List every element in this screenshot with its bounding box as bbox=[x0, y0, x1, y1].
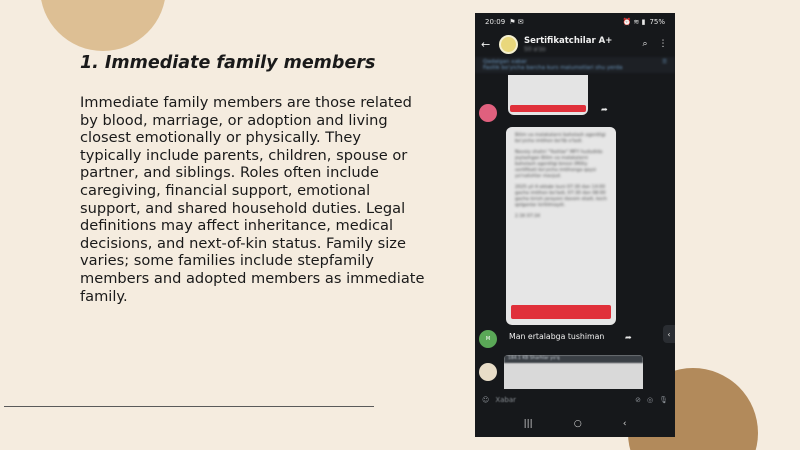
battery-level: 75% bbox=[649, 18, 665, 26]
sender-avatar[interactable] bbox=[479, 104, 497, 122]
message-bubble-next[interactable] bbox=[504, 355, 643, 389]
sender-avatar-beige[interactable] bbox=[479, 363, 497, 381]
slide-body-text: Immediate family members are those related by blood, marriage, or adoption and living closest emotionally or physically. They typically include parents, children, spouse or partner, and siblings. Roles often include caregiving, financial support, emotional support, and shared household duties. Legal definitions may affect inheritance, medical decisions, and next-of-kin status. Family size varies; some families include stepfamily members and adopted members as immediate family. bbox=[80, 94, 425, 305]
more-options-icon[interactable]: ⋮ bbox=[658, 39, 668, 49]
decorative-circle-top bbox=[40, 0, 166, 51]
message-line: Bilim va malakalarni baholash agentligi bo'yicha imtihon bo'lib o'tadi. bbox=[515, 133, 606, 144]
status-bar bbox=[475, 13, 675, 31]
file-meta: 184.1 KB Sharhlar yo'q bbox=[504, 355, 643, 363]
back-nav-icon[interactable]: ‹ bbox=[622, 419, 627, 429]
message-input[interactable]: Xabar bbox=[495, 396, 517, 404]
forward-icon[interactable]: ➦ bbox=[625, 333, 632, 342]
chat-title: Sertifikatchilar A+ bbox=[524, 35, 613, 46]
red-banner bbox=[510, 105, 586, 112]
pinned-message-bar[interactable] bbox=[475, 57, 675, 73]
message-line: Navoiy shahri "Yoshlar" MFY hududida joylashgan Bilim va malakalarni baholash agentligi binosi (Milliy sertifikat) bo'yicha imtihonga qaysi yo'nalishlar mavjud. bbox=[515, 150, 603, 179]
message-bubble-main[interactable] bbox=[506, 127, 616, 325]
pinned-list-icon[interactable]: ☰ bbox=[662, 59, 667, 65]
chat-subtitle: 50 a'zo bbox=[524, 45, 546, 53]
pinned-label: Qadalgan xabar bbox=[483, 59, 527, 65]
forward-icon[interactable]: ➦ bbox=[601, 105, 608, 114]
phone-screenshot bbox=[475, 13, 675, 437]
attach-icon[interactable]: ⊘ bbox=[635, 396, 641, 404]
emoji-icon[interactable]: ☺ bbox=[482, 396, 490, 404]
status-time: 20:09 bbox=[485, 18, 506, 26]
back-arrow-icon[interactable]: ← bbox=[481, 37, 491, 51]
message-bubble-previous[interactable] bbox=[508, 75, 588, 115]
android-nav-bar bbox=[475, 411, 675, 437]
recents-icon[interactable]: ||| bbox=[523, 419, 533, 429]
signal-icon: ⏰ ≋ ▮ bbox=[622, 18, 646, 26]
divider-line bbox=[4, 406, 374, 407]
search-icon[interactable]: ⌕ bbox=[642, 39, 648, 49]
sender-avatar-green[interactable]: M bbox=[479, 330, 497, 348]
notification-icon: ⚑ ✉ bbox=[509, 18, 524, 26]
pinned-preview: Fasllik bo'yicha barcha kurs malumotlari shu yerda bbox=[483, 65, 623, 71]
slide-title: 1. Immediate family members bbox=[80, 53, 376, 73]
group-avatar[interactable] bbox=[499, 35, 518, 54]
red-banner bbox=[511, 305, 611, 319]
message-caption: Man ertalabga tushiman bbox=[509, 332, 605, 341]
chat-title-block[interactable] bbox=[524, 36, 633, 53]
home-icon[interactable]: ○ bbox=[573, 419, 582, 429]
microphone-icon[interactable]: 🎙 bbox=[659, 396, 668, 404]
message-line: 2025 yil 4-oktabr kuni 07:30 dan 14:00 gacha imtihon bo'ladi, 07:30 dan 08:00 gacha kirish jarayoni davom etadi, kech qolganlar kiritilmaydi. bbox=[515, 185, 607, 208]
chat-messages-area[interactable] bbox=[475, 73, 675, 389]
chat-header bbox=[475, 31, 675, 57]
camera-icon[interactable]: ◎ bbox=[647, 396, 654, 404]
message-footer: 2.1K 07:34 bbox=[515, 214, 541, 219]
message-input-bar bbox=[475, 389, 675, 411]
side-panel-toggle[interactable]: ‹ bbox=[663, 325, 675, 343]
